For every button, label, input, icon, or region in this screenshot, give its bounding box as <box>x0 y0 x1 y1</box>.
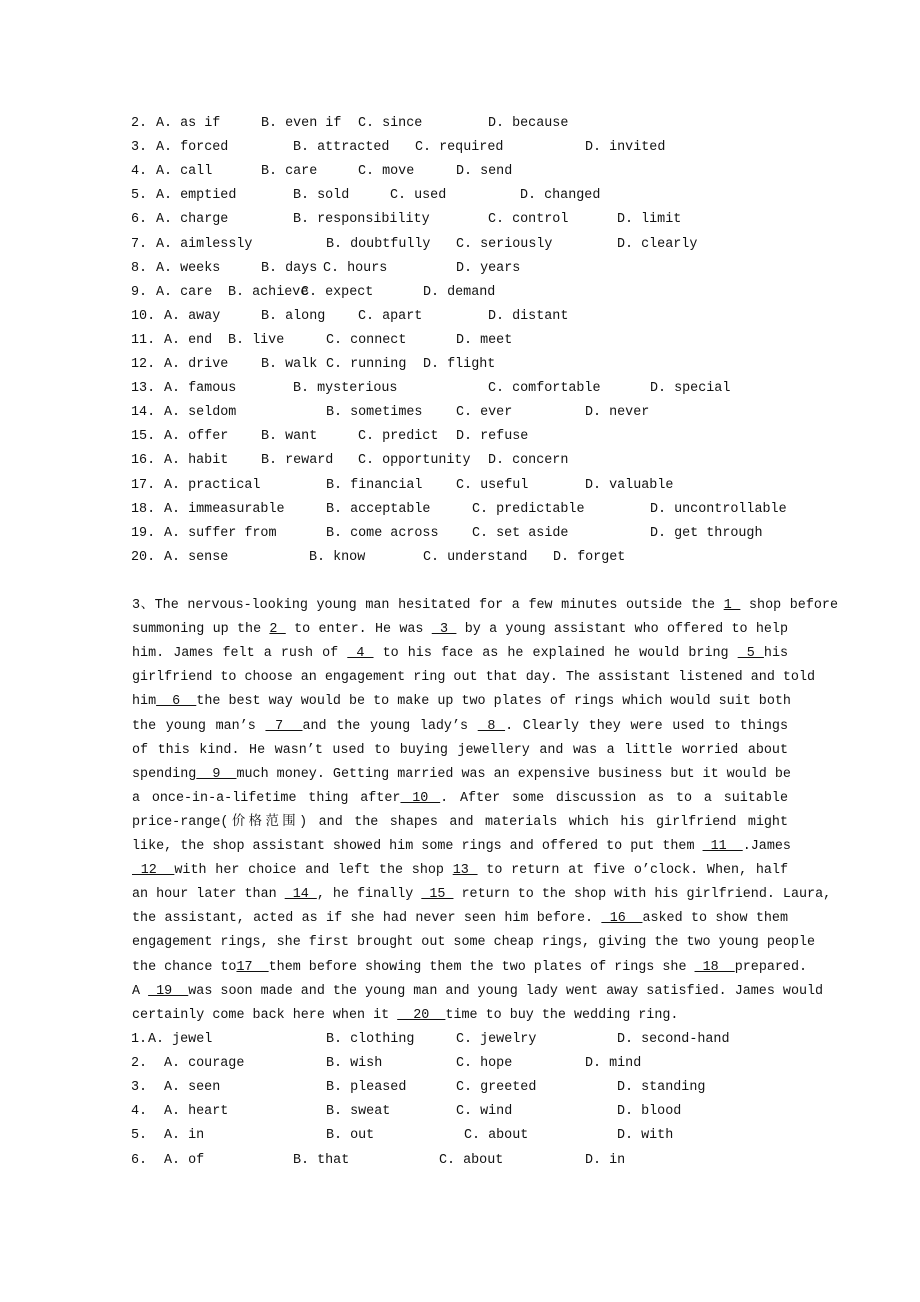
passage-line <box>132 982 824 1002</box>
passage-text: price-range(价格范围) and the shapes and materials which his girlfriend might <box>132 814 788 830</box>
option-b: B. responsibility <box>293 212 430 228</box>
option-a: A. practical <box>164 477 261 493</box>
question-number: 4. <box>131 164 148 180</box>
option-b: B. days <box>261 260 318 276</box>
option-c: C. since <box>358 116 423 131</box>
question-number: 7. <box>131 236 148 252</box>
option-d: D. meet <box>456 332 513 348</box>
option-a: A. seen <box>164 1080 221 1096</box>
option-d: D. clearly <box>617 236 698 252</box>
option-a: A. of <box>164 1152 205 1168</box>
passage-text: . Clearly they were used to things <box>505 718 789 734</box>
option-c: C. move <box>358 164 415 180</box>
passage-text: him <box>132 694 157 710</box>
option-d: D. second-hand <box>617 1032 730 1047</box>
option-c: C. connect <box>326 332 407 348</box>
option-d: D. forget <box>553 549 626 565</box>
answer-blank: 14 <box>284 887 317 903</box>
option-a: A. end <box>164 332 213 348</box>
option-a: A. immeasurable <box>164 501 285 517</box>
passage-text: him. James felt a rush of <box>132 646 348 662</box>
option-d: D. concern <box>488 453 569 469</box>
option-c: C. set aside <box>472 525 569 541</box>
passage-text: his <box>763 646 789 662</box>
option-a: A. as if <box>156 116 221 131</box>
option-a: A. courage <box>164 1056 245 1072</box>
answer-blank: 9 <box>196 766 237 782</box>
option-b: B. know <box>309 549 366 565</box>
passage-line <box>132 789 788 809</box>
option-d: D. limit <box>617 212 682 228</box>
option-a: A. drive <box>164 357 229 372</box>
question-number: 1. <box>131 1032 148 1047</box>
option-a: A. seldom <box>164 405 237 421</box>
passage-text: asked to show them <box>642 911 788 927</box>
option-a: A. sense <box>164 549 229 565</box>
option-b: B. wish <box>326 1056 383 1072</box>
question-number: 16. <box>131 453 156 469</box>
question-number: 15. <box>131 429 156 445</box>
option-c: C. comfortable <box>488 381 601 397</box>
passage-text: spending <box>132 766 197 782</box>
passage-text: summoning up the <box>132 622 270 638</box>
passage-text: , he finally <box>316 887 422 903</box>
option-b: B. along <box>261 308 326 324</box>
question-number: 6. <box>131 1152 148 1168</box>
answer-blank: 12 <box>132 863 175 879</box>
question-number: 5. <box>131 1128 148 1144</box>
option-a: A. forced <box>156 140 229 156</box>
option-d: D. blood <box>617 1104 682 1120</box>
option-d: D. valuable <box>585 477 674 493</box>
option-c: C. about <box>439 1152 504 1168</box>
question-number: 18. <box>131 501 156 517</box>
answer-blank: 3 <box>431 622 457 638</box>
passage-text: certainly come back here when it <box>132 1007 398 1023</box>
question-number: 10. <box>131 308 156 324</box>
option-a: A. habit <box>164 453 229 469</box>
answer-blank: 10 <box>400 790 441 806</box>
passage-text: to enter. He was <box>285 622 432 638</box>
passage-text: to return at five o’clock. When, half <box>477 863 789 879</box>
question-number: 3. <box>131 140 148 156</box>
option-b: B. care <box>261 164 318 180</box>
option-c: C. hours <box>323 260 388 276</box>
passage-text: was soon made and the young man and young lady went away satisfied. James would <box>188 983 824 999</box>
option-d: D. mind <box>585 1056 642 1072</box>
passage-line <box>132 765 791 785</box>
option-c: C. control <box>488 212 569 228</box>
answer-blank: 5 <box>737 646 764 662</box>
passage-text: by a young assistant who offered to help <box>456 622 789 638</box>
passage-text: the young man’s <box>132 718 266 734</box>
option-c: C. jewelry <box>456 1032 537 1047</box>
passage-text: the assistant, acted as if she had never seen him before. <box>132 911 602 927</box>
option-b: B. financial <box>326 477 423 493</box>
question-number: 6. <box>131 212 148 228</box>
answer-blank: 16 <box>601 911 643 927</box>
option-c: C. about <box>464 1128 529 1144</box>
option-b: B. sold <box>293 188 350 204</box>
passage-text: return to the shop with his girlfriend. Laura, <box>453 887 832 903</box>
option-d: D. changed <box>520 188 601 204</box>
answer-blank: 6 <box>156 694 197 710</box>
passage-line <box>132 620 788 640</box>
question-number: 17. <box>131 477 156 493</box>
option-d: D. distant <box>488 308 569 324</box>
passage-text: to his face as he explained he would bring <box>373 646 738 662</box>
passage-line <box>132 1006 788 1026</box>
option-c: C. apart <box>358 308 423 324</box>
option-c: C. predictable <box>472 501 585 517</box>
answer-blank: 7 <box>265 718 303 734</box>
option-c: C. expect <box>301 284 374 300</box>
passage-text: like, the shop assistant showed him some rings and offered to put them <box>132 839 703 854</box>
option-d: D. demand <box>423 284 496 300</box>
passage-line <box>132 909 788 929</box>
option-b: B. doubtfully <box>326 236 431 252</box>
option-b: B. reward <box>261 453 334 469</box>
option-b: B. that <box>293 1152 350 1168</box>
passage-line <box>132 692 791 712</box>
option-c: C. understand <box>423 549 528 565</box>
passage-text: the chance to <box>132 959 237 975</box>
passage-text: time to buy the wedding ring. <box>445 1007 679 1023</box>
passage-line <box>132 596 838 616</box>
question-number: 3. <box>131 1080 148 1096</box>
option-b: B. acceptable <box>326 501 431 517</box>
option-c: C. used <box>390 188 447 204</box>
passage-line <box>132 741 788 761</box>
answer-blank: 2 <box>269 622 286 638</box>
passage-text: with her choice and left the shop <box>174 863 453 879</box>
passage-text: much money. Getting married was an expensive business but it would be <box>236 766 791 782</box>
passage-text: girlfriend to choose an engagement ring out that day. The assistant listened and told <box>132 670 816 686</box>
option-b: B. come across <box>326 525 439 541</box>
option-d: D. get through <box>650 525 763 541</box>
option-d: D. because <box>488 116 569 131</box>
passage-text: an hour later than <box>132 887 285 903</box>
passage-text: and the young lady’s <box>302 718 478 734</box>
question-number: 9. <box>131 284 148 300</box>
passage-text: a once-in-a-lifetime thing after <box>132 790 401 806</box>
option-b: B. clothing <box>326 1032 415 1047</box>
passage-text: prepared. <box>734 959 808 975</box>
option-a: A. offer <box>164 429 229 445</box>
passage-line <box>132 885 832 905</box>
passage-text: engagement rings, she first brought out some cheap rings, giving the two young people <box>132 935 816 951</box>
answer-blank: 1 <box>723 598 741 613</box>
passage-text: A <box>132 983 149 999</box>
option-c: C. required <box>415 140 504 156</box>
passage-line <box>132 813 788 833</box>
option-b: B. sometimes <box>326 405 423 421</box>
question-number: 2. <box>131 1056 148 1072</box>
option-b: B. mysterious <box>293 381 398 397</box>
passage-line <box>132 933 816 953</box>
option-a: A. care <box>156 284 213 300</box>
passage-line <box>132 644 788 664</box>
answer-blank: 17 <box>236 959 269 975</box>
question-number: 20. <box>131 549 156 565</box>
option-a: A. suffer from <box>164 525 277 541</box>
option-b: B. walk <box>261 357 318 372</box>
option-a: A. charge <box>156 212 229 228</box>
passage-line <box>132 837 791 857</box>
question-number: 14. <box>131 405 156 421</box>
passage-line <box>132 958 808 978</box>
question-number: 2. <box>131 116 148 131</box>
option-c: C. hope <box>456 1056 513 1072</box>
option-b: B. achieve <box>228 284 309 300</box>
option-c: C. wind <box>456 1104 513 1120</box>
option-d: D. invited <box>585 140 666 156</box>
answer-blank: 20 <box>397 1007 446 1023</box>
answer-blank: 13 <box>452 863 478 879</box>
passage-text: of this kind. He wasn’t used to buying jewellery and was a little worried about <box>132 742 788 758</box>
option-a: A. weeks <box>156 260 221 276</box>
option-c: C. ever <box>456 405 513 421</box>
option-a: A. jewel <box>148 1032 213 1047</box>
passage-text: . After some discussion as to a suitable <box>440 790 788 806</box>
question-number: 5. <box>131 188 148 204</box>
option-d: D. flight <box>423 357 496 372</box>
option-b: B. want <box>261 429 318 445</box>
option-d: D. with <box>617 1128 674 1144</box>
option-d: D. special <box>650 381 731 397</box>
answer-blank: 4 <box>347 646 374 662</box>
option-d: D. standing <box>617 1080 706 1096</box>
option-a: A. aimlessly <box>156 236 253 252</box>
passage-line <box>132 717 788 737</box>
question-number: 8. <box>131 260 148 276</box>
answer-blank: 8 <box>477 718 506 734</box>
option-c: C. opportunity <box>358 453 471 469</box>
passage-text: shop before <box>740 598 838 613</box>
passage-text: the best way would be to make up two plates of rings which would suit both <box>196 694 791 710</box>
option-a: A. in <box>164 1128 205 1144</box>
option-d: D. refuse <box>456 429 529 445</box>
question-number: 12. <box>131 357 156 372</box>
option-a: A. emptied <box>156 188 237 204</box>
question-number: 13. <box>131 381 156 397</box>
passage-text: 3、The nervous-looking young man hesitated for a few minutes outside the <box>132 598 724 613</box>
option-a: A. heart <box>164 1104 229 1120</box>
option-a: A. famous <box>164 381 237 397</box>
passage-line <box>132 861 788 881</box>
option-b: B. sweat <box>326 1104 391 1120</box>
answer-blank: 19 <box>148 983 189 999</box>
option-d: D. uncontrollable <box>650 501 787 517</box>
passage-text: .James <box>742 839 791 854</box>
answer-blank: 18 <box>694 959 735 975</box>
option-a: A. away <box>164 308 221 324</box>
answer-blank: 11 <box>702 839 743 854</box>
question-number: 4. <box>131 1104 148 1120</box>
option-d: D. in <box>585 1152 626 1168</box>
option-b: B. even if <box>261 116 342 131</box>
option-c: C. running <box>326 357 407 372</box>
question-number: 11. <box>131 332 156 348</box>
option-b: B. live <box>228 332 285 348</box>
option-d: D. never <box>585 405 650 421</box>
option-d: D. send <box>456 164 513 180</box>
passage-line <box>132 668 816 688</box>
question-number: 19. <box>131 525 156 541</box>
passage-text: them before showing them the two plates of rings she <box>268 959 695 975</box>
option-c: C. seriously <box>456 236 553 252</box>
option-b: B. attracted <box>293 140 390 156</box>
option-a: A. call <box>156 164 213 180</box>
option-d: D. years <box>456 260 521 276</box>
option-c: C. predict <box>358 429 439 445</box>
option-c: C. useful <box>456 477 529 493</box>
option-b: B. out <box>326 1128 375 1144</box>
answer-blank: 15 <box>421 887 454 903</box>
option-c: C. greeted <box>456 1080 537 1096</box>
option-b: B. pleased <box>326 1080 407 1096</box>
